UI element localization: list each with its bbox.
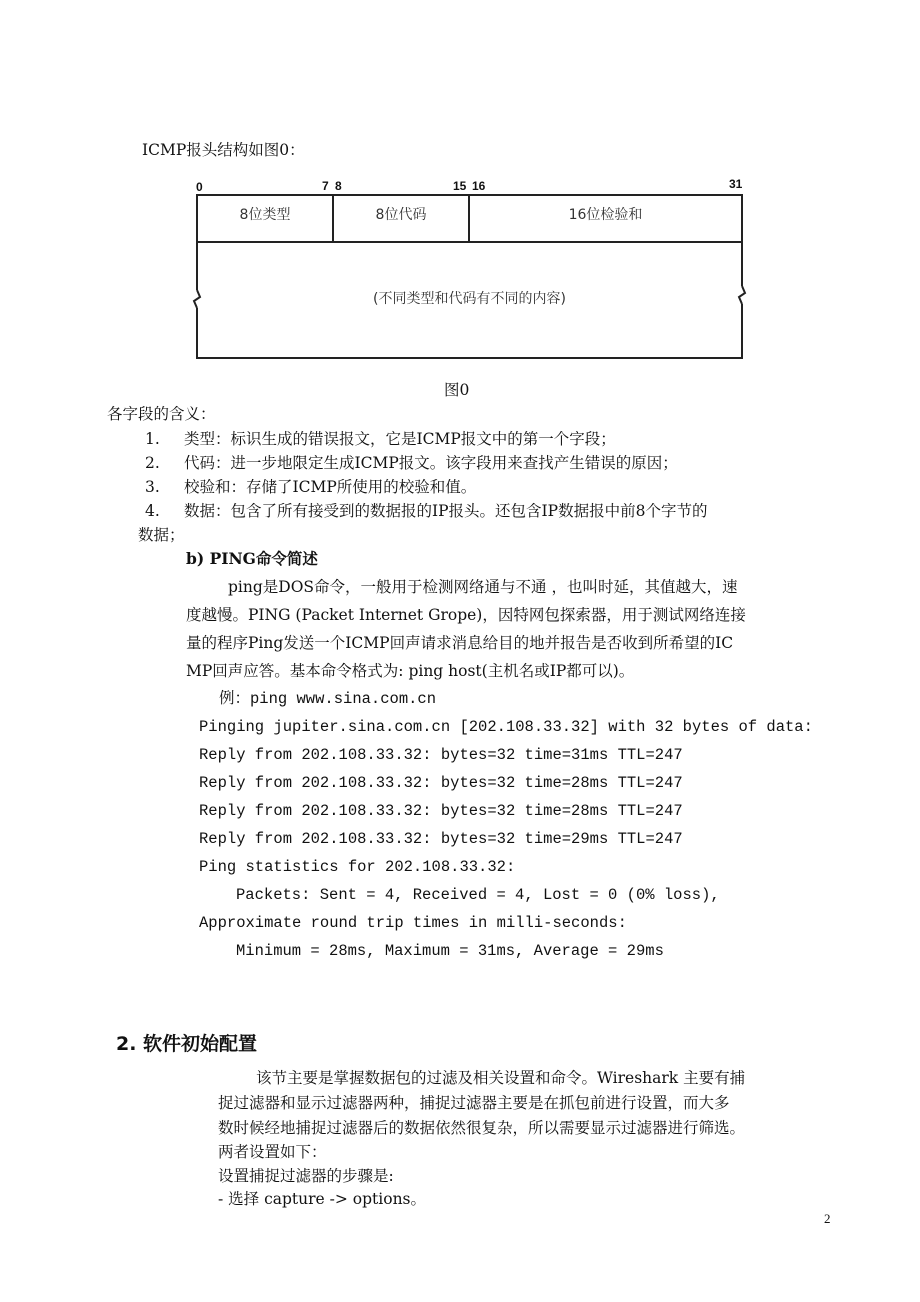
output-line: Reply from 202.108.33.32: bytes=32 time=29ms TTL=247 (199, 830, 683, 848)
break-mark-left (190, 288, 204, 310)
section-2-line: 两者设置如下： (218, 1143, 327, 1161)
list-item-continuation: 数据； (138, 526, 185, 544)
list-item: 校验和：存储了ICMP所使用的校验和值。 (184, 478, 477, 496)
output-line: Reply from 202.108.33.32: bytes=32 time=31ms TTL=247 (199, 746, 683, 764)
output-line: Approximate round trip times in milli-seconds: (199, 914, 627, 932)
figure-caption: 图0 (444, 381, 470, 399)
section-2-line: 捉过滤器和显示过滤器两种，捕捉过滤器主要是在抓包前进行设置，而大多 (218, 1094, 730, 1112)
list-item: 类型：标识生成的错误报文，它是ICMP报文中的第一个字段； (184, 430, 616, 448)
list-item: 数据：包含了所有接受到的数据报的IP报头。还包含IP数据报中前8个字节的 (184, 502, 708, 520)
ping-paragraph-line: 度越慢。PING (Packet Internet Grope)，因特网包探索器，用于测试网络连接 (186, 606, 746, 624)
ping-paragraph-line: MP回声应答。基本命令格式为: ping host(主机名或IP都可以)。 (186, 662, 635, 680)
list-item-number: 3. (145, 478, 160, 496)
section-2-line: 数时候经地捕捉过滤器后的数据依然很复杂，所以需要显示过滤器进行筛选。 (218, 1119, 746, 1137)
ping-example: 例：ping www.sina.com.cn (219, 690, 437, 708)
section-2-line: 设置捕捉过滤器的步骤是: (218, 1167, 394, 1185)
list-item-number: 2. (145, 454, 160, 472)
output-line: Ping statistics for 202.108.33.32: (199, 858, 516, 876)
bit-label-31: 31 (729, 177, 743, 191)
bit-label-16: 16 (472, 179, 486, 193)
bit-label-7: 7 (322, 179, 329, 193)
ping-paragraph-line: ping是DOS命令，一般用于检测网络通与不通 ，也叫时延，其值越大，速 (228, 578, 738, 596)
bit-label-15: 15 (453, 179, 467, 193)
output-line: Reply from 202.108.33.32: bytes=32 time=28ms TTL=247 (199, 802, 683, 820)
list-item-number: 4. (145, 502, 160, 520)
ping-paragraph-line: 量的程序Ping发送一个ICMP回声请求消息给目的地并报告是否收到所希望的IC (186, 634, 734, 652)
diagram-body-text: (不同类型和代码有不同的内容) (373, 291, 566, 307)
break-mark-right (735, 284, 749, 306)
ping-section-title: b) PING命令简述 (186, 549, 318, 568)
section-2-line: 该节主要是掌握数据包的过滤及相关设置和命令。Wireshark 主要有捕 (256, 1069, 746, 1087)
fields-heading: 各字段的含义： (107, 405, 216, 423)
field-checksum-cell: 16位检验和 (568, 207, 643, 223)
output-line: Pinging jupiter.sina.com.cn [202.108.33.32] with 32 bytes of data: (199, 718, 813, 736)
page-number: 2 (824, 1211, 831, 1226)
field-code-cell: 8位代码 (375, 207, 427, 223)
section-2-line: - 选择 capture -> options。 (218, 1190, 427, 1208)
output-line: Reply from 202.108.33.32: bytes=32 time=28ms TTL=247 (199, 774, 683, 792)
field-type-cell: 8位类型 (239, 207, 291, 223)
output-line: Packets: Sent = 4, Received = 4, Lost = 0 (0% loss), (236, 886, 720, 904)
bit-label-0: 0 (196, 180, 203, 194)
intro-text: ICMP报头结构如图0： (142, 141, 305, 159)
bit-label-8: 8 (335, 179, 342, 193)
output-line: Minimum = 28ms, Maximum = 31ms, Average = 29ms (236, 942, 664, 960)
list-item: 代码：进一步地限定生成ICMP报文。该字段用来查找产生错误的原因； (184, 454, 678, 472)
list-item-number: 1. (145, 430, 160, 448)
section-2-heading: 2. 软件初始配置 (116, 1033, 258, 1055)
